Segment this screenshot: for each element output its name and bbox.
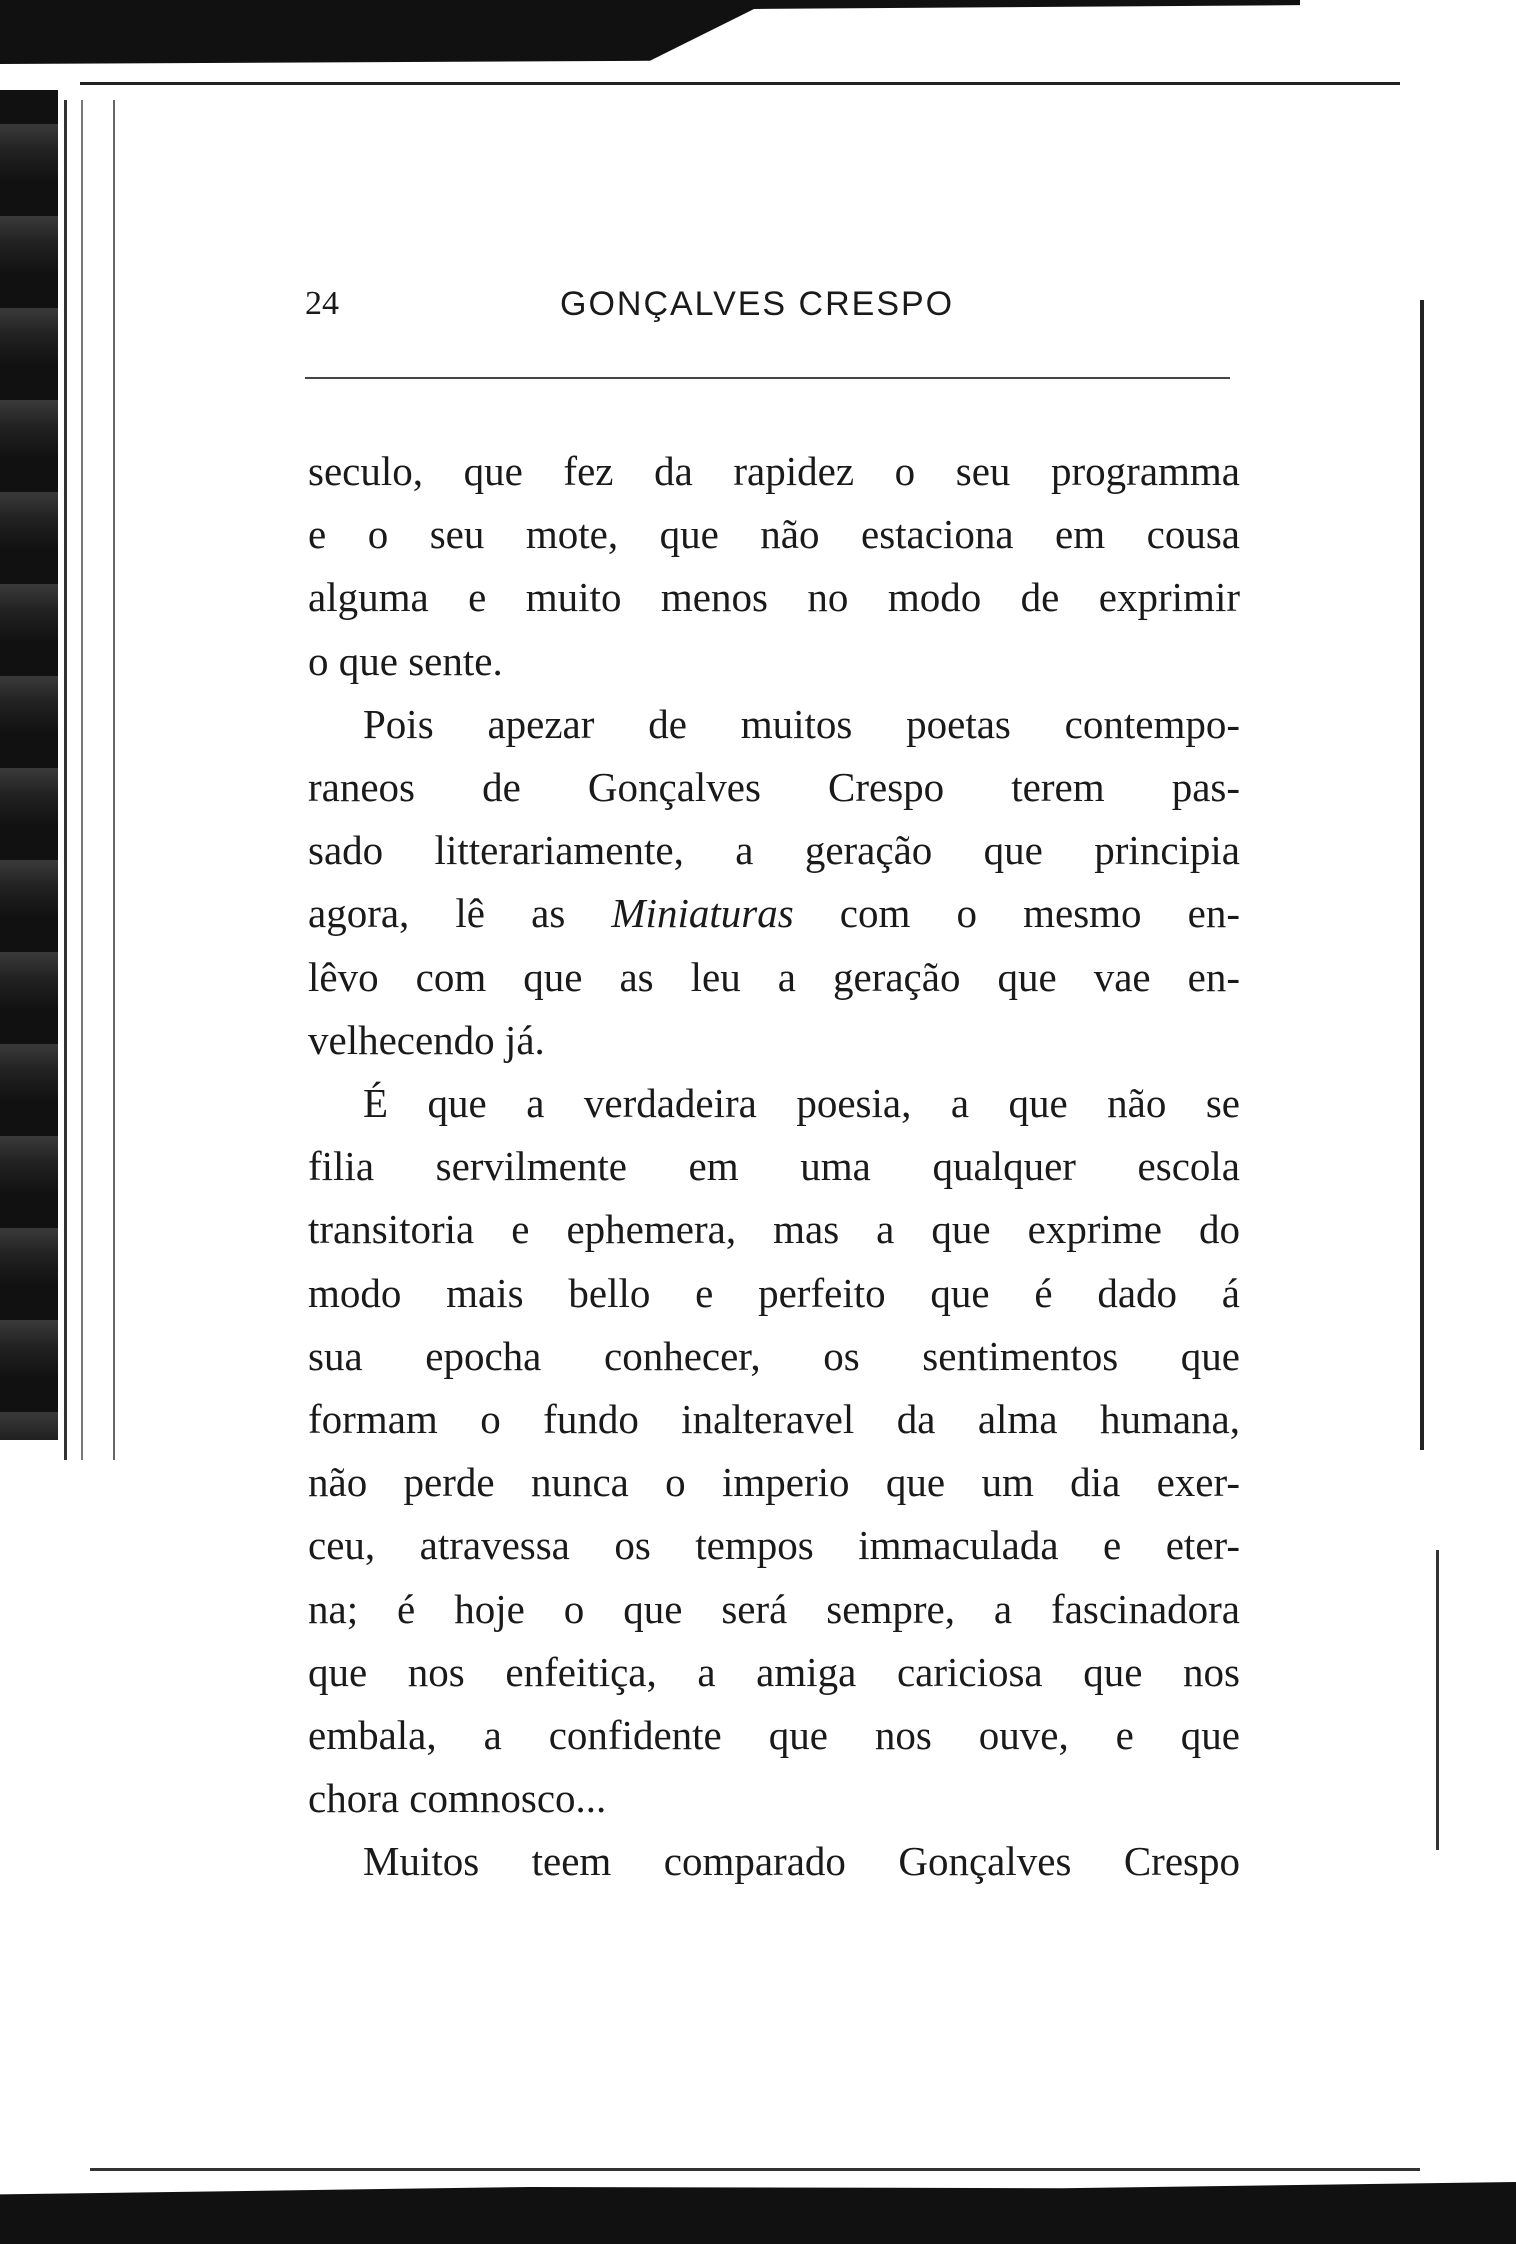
page-body	[308, 440, 1240, 1894]
text-line: alguma e muito menos no modo de exprimir	[308, 574, 1240, 621]
running-header	[305, 285, 1230, 345]
text-line: filia servilmente em uma qualquer escola	[308, 1143, 1240, 1190]
text-line: não perde nunca o imperio que um dia exer-	[308, 1459, 1240, 1506]
scan-right-edge-line	[1420, 300, 1424, 1450]
text-fragment: agora, lê as	[308, 890, 566, 937]
scan-top-line	[80, 82, 1400, 85]
text-line: chora comnosco...	[308, 1775, 607, 1822]
scan-top-border	[0, 0, 1516, 92]
scan-left-binding-edge	[0, 90, 58, 1440]
text-line: lêvo com que as leu a geração que vae en-	[308, 953, 1240, 1000]
paragraph-start-line: Pois apezar de muitos poetas contempo-	[363, 700, 1240, 747]
text-line: ceu, atravessa os tempos immaculada e eter-	[308, 1522, 1240, 1569]
paragraph-start-line: É que a verdadeira poesia, a que não se	[363, 1080, 1240, 1127]
book-title-miniaturas: Miniaturas	[611, 890, 794, 937]
text-line: sado litterariamente, a geração que principia	[308, 827, 1240, 874]
paragraph-start-line: Muitos teem comparado Gonçalves Crespo	[363, 1838, 1240, 1885]
text-line: velhecendo já.	[308, 1016, 545, 1063]
text-line: o que sente.	[308, 637, 503, 684]
text-line: na; é hoje o que será sempre, a fascinadora	[308, 1585, 1240, 1632]
text-line: seculo, que fez da rapidez o seu programma	[308, 448, 1240, 494]
text-line: modo mais bello e perfeito que é dado á	[308, 1269, 1240, 1316]
text-line: transitoria e ephemera, mas a que exprime do	[308, 1206, 1240, 1253]
text-line: e o seu mote, que não estaciona em cousa	[308, 511, 1240, 558]
running-title: GONÇALVES CRESPO	[560, 285, 955, 323]
text-line: raneos de Gonçalves Crespo terem pas-	[308, 764, 1240, 811]
text-line: embala, a confidente que nos ouve, e que	[308, 1712, 1240, 1759]
text-fragment: com o mesmo en-	[839, 890, 1241, 937]
scan-left-page-edges	[64, 100, 115, 1460]
scan-bottom-line	[90, 2168, 1420, 2171]
text-line: que nos enfeitiça, a amiga cariciosa que nos	[308, 1648, 1240, 1695]
page-number: 24	[305, 285, 339, 322]
text-line: formam o fundo inalteravel da alma humana,	[308, 1396, 1240, 1443]
text-line: sua epocha conhecer, os sentimentos que	[308, 1332, 1240, 1379]
scan-bottom-border	[0, 2182, 1516, 2244]
header-rule	[305, 377, 1230, 379]
scan-dark-edge	[0, 0, 1300, 64]
text-line-with-title	[308, 882, 1240, 945]
scan-right-edge-line-lower	[1436, 1550, 1439, 1850]
